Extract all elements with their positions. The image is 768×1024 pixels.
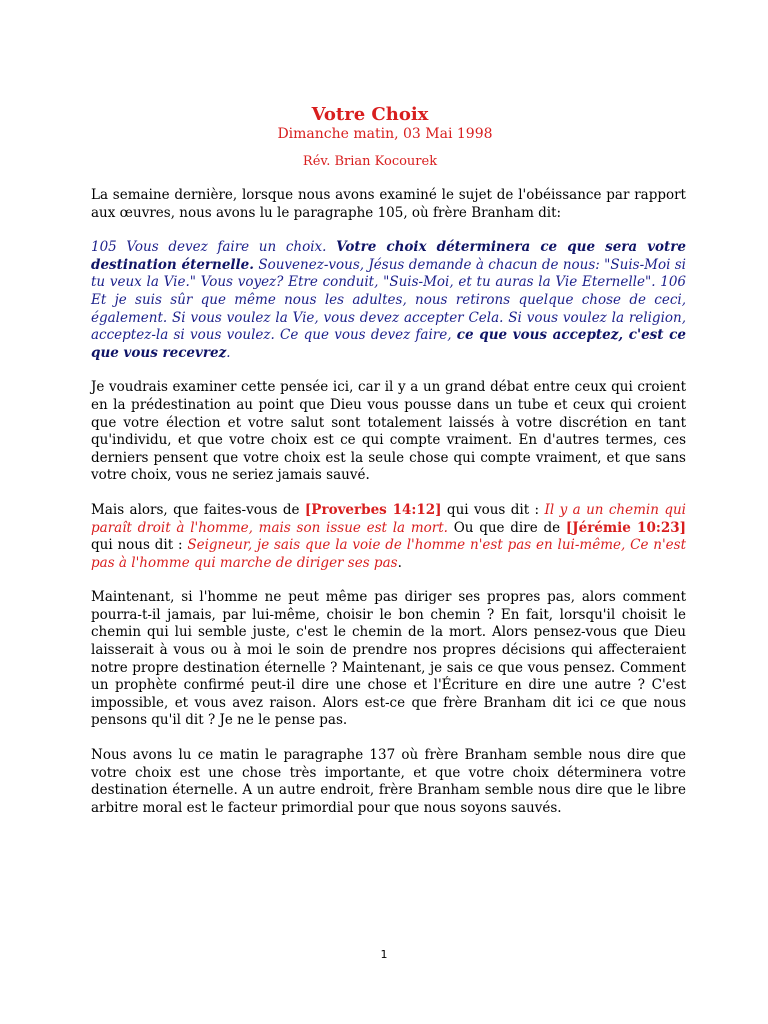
scripture-text-3: Ou que dire de [447,519,566,536]
quote-text-2: Souvenez-vous, Jésus demande à chacun de nous: "Suis-Moi si tu veux la Vie." Vous voyez? Etre conduit, "Suis-Moi, et tu auras la Vie Eternelle". 106 Et je suis sûr que même nous les adultes, nous retirons quelque chose de ceci, également. Si vous voulez la Vie, vous devez accepter Cela. Si vous voulez la religion, acceptez-la si vous voulez. Ce que vous devez faire, [91,256,686,344]
quote-text-1: 105 Vous devez faire un choix. [91,239,337,256]
paragraph-maintenant: Maintenant, si l'homme ne peut même pas diriger ses propres pas, alors comment pourra-t-il jamais, par lui-même, choisir le bon chemin ? En fait, lorsqu'il choisit le chemin qui lui semble juste, c'est le chemin de la mort. Alors pensez-vous que Dieu laisserait à vous ou à moi le soin de prendre nos propres décisions qui affecteraient notre propre destination éternelle ? Maintenant, je sais ce que vous pensez. Comment un prophète confirmé peut-il dire une chose et l'Écriture en dire une autre ? C'est impossible, et vous avez raison. Alors est-ce que frère Branham dit ici ce que nous pensons qu'il dit ? Je ne le pense pas. [91,589,686,729]
page-number: 1 [380,948,388,961]
scripture-quote-proverbes: Il y a un chemin qui paraît droit à l'homme, mais son issue est la mort. [91,501,686,536]
quote-emphasis-2: ce que vous acceptez, c'est ce que vous recevrez [91,327,686,361]
scripture-quote-jeremie: Seigneur, je sais que la voie de l'homme n'est pas en lui-même, Ce n'est pas à l'homme qui marche de diriger ses pas [91,537,687,571]
paragraph-scripture [91,502,686,572]
scripture-reference-jeremie: [Jérémie 10:23] [565,519,686,536]
document-title: Votre Choix [311,104,429,125]
scripture-text-4: qui nous dit : [91,537,188,554]
paragraph-quote [91,239,686,362]
scripture-text-5: . [397,554,402,571]
paragraph-predestination: Je voudrais examiner cette pensée ici, car il y a un grand débat entre ceux qui croient en la prédestination au point que Dieu vous pousse dans un tube et ceux qui croient que votre élection et votre salut sont totalement laissés à votre discrétion en tant qu'individu, et que votre choix est ce qui compte vraiment. En d'autres termes, ces derniers pensent que votre choix est la seule chose qui compte vraiment, et que sans votre choix, vous ne seriez jamais sauvé. [91,379,686,484]
quote-text-3: . [226,344,231,361]
scripture-reference-proverbes: [Proverbes 14:12] [304,501,442,518]
document-author: Rév. Brian Kocourek [302,154,438,169]
paragraph-intro: La semaine dernière, lorsque nous avons examiné le sujet de l'obéissance par rapport aux œuvres, nous avons lu le paragraphe 105, où frère Branham dit: [91,187,686,221]
paragraph-paragraphe-137: Nous avons lu ce matin le paragraphe 137 où frère Branham semble nous dire que votre choix est une chose très importante, et que votre choix déterminera votre destination éternelle. A un autre endroit, frère Branham semble nous dire que le libre arbitre moral est le facteur primordial pour que nous soyons sauvés. [91,747,686,816]
document-date: Dimanche matin, 03 Mai 1998 [277,126,493,142]
scripture-text-2: qui vous dit : [441,501,545,518]
scripture-text-1: Mais alors, que faites-vous de [91,501,305,518]
document-body [91,187,686,834]
quote-emphasis-1: Votre choix déterminera ce que sera votre destination éternelle. [91,239,686,273]
